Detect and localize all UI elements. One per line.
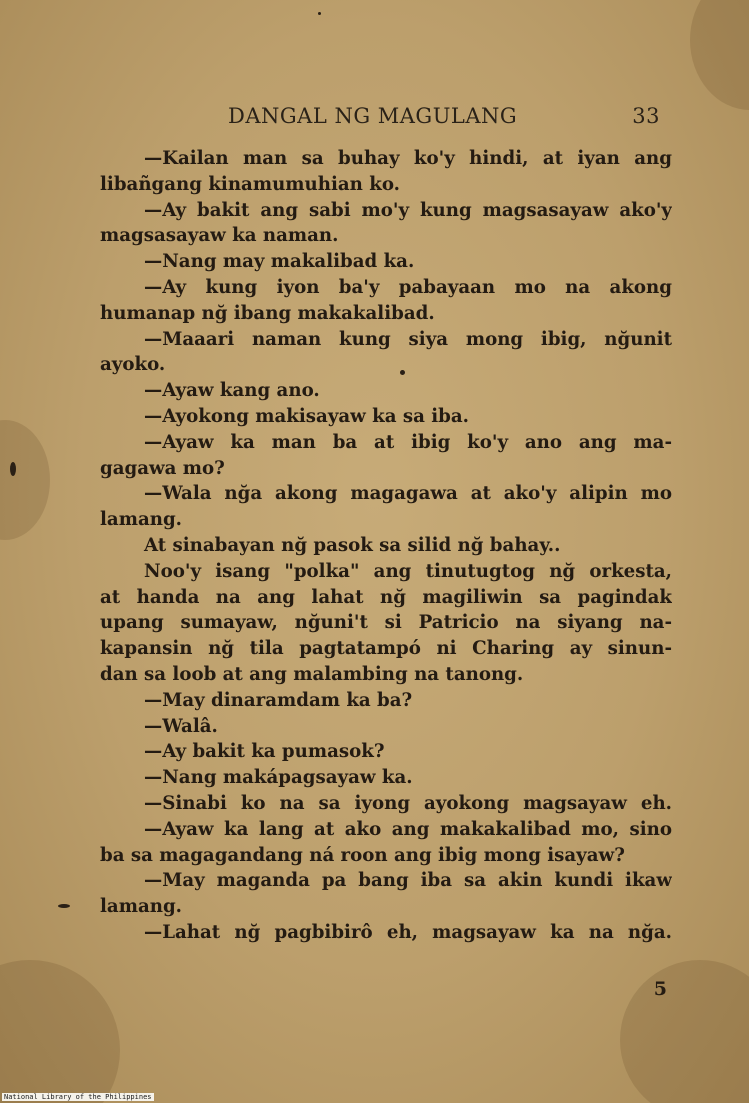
text-line: —Ayaw kang ano.	[144, 380, 320, 402]
ink-speck	[10, 462, 16, 476]
signature-mark: 5	[653, 978, 667, 1000]
text-line: —May maganda pa bang iba sa akin kundi ikaw	[144, 870, 672, 892]
paper-stain	[690, 0, 749, 110]
running-title: DANGAL NG MAGULANG	[228, 104, 518, 128]
text-line: lamang.	[100, 509, 182, 531]
text-line: —Nang may makalibad ka.	[144, 251, 415, 273]
text-line: —Sinabi ko na sa iyong ayokong magsayaw eh.	[144, 792, 672, 814]
text-line: libañgang kinamumuhian ko.	[100, 173, 400, 195]
text-line: ayoko.	[100, 354, 166, 376]
text-line: upang sumayaw, nğuni't si Patricio na siyang na-	[100, 612, 672, 634]
page-header	[228, 104, 660, 136]
ink-speck	[58, 904, 70, 908]
text-line: gagawa mo?	[100, 457, 225, 479]
text-line: at handa na ang lahat nğ magiliwin sa pagindak	[100, 586, 672, 608]
text-line: —May dinaramdam ka ba?	[144, 689, 413, 711]
library-credit: National Library of the Philippines	[4, 1093, 152, 1101]
text-line: dan sa loob at ang malambing na tanong.	[100, 663, 524, 685]
text-line: humanap nğ ibang makakalibad.	[100, 302, 435, 324]
paper-stain	[620, 960, 749, 1103]
ink-speck	[318, 12, 321, 15]
text-line: —Wala nğa akong magagawa at ako'y alipin mo	[144, 483, 672, 505]
text-line: —Ayaw ka lang at ako ang makakalibad mo, sino	[144, 818, 672, 840]
text-line: —Ayokong makisayaw ka sa iba.	[144, 405, 469, 427]
text-line: —Kailan man sa buhay ko'y hindi, at iyan ang	[144, 148, 672, 169]
page-number: 33	[632, 104, 660, 128]
paper-stain	[0, 960, 120, 1103]
text-line: kapansin nğ tila pagtatampó ni Charing ay sinun-	[100, 638, 672, 660]
text-line: ba sa magagandang ná roon ang ibig mong isayaw?	[100, 844, 625, 866]
text-line: magsasayaw ka naman.	[100, 225, 339, 247]
text-line: At sinabayan nğ pasok sa silid nğ bahay..	[144, 534, 561, 556]
text-line: lamang.	[100, 896, 182, 918]
text-line: —Ayaw ka man ba at ibig ko'y ano ang ma-	[144, 431, 672, 453]
text-line: —Ay bakit ang sabi mo'y kung magsasayaw ako'y	[144, 199, 672, 221]
body-text	[100, 146, 672, 946]
text-line: —Ay bakit ka pumasok?	[144, 741, 385, 763]
text-line: —Nang makápagsayaw ka.	[144, 767, 413, 789]
paper-stain	[0, 420, 50, 540]
text-line: —Walâ.	[144, 715, 218, 737]
text-line: —Lahat nğ pagbibirô eh, magsayaw ka na nğa.	[144, 921, 672, 943]
text-line: Noo'y isang "polka" ang tinutugtog nğ orkesta,	[144, 560, 672, 582]
text-line: —Ay kung iyon ba'y pabayaan mo na akong	[144, 276, 672, 298]
text-line: —Maaari naman kung siya mong ibig, nğunit	[144, 328, 672, 350]
